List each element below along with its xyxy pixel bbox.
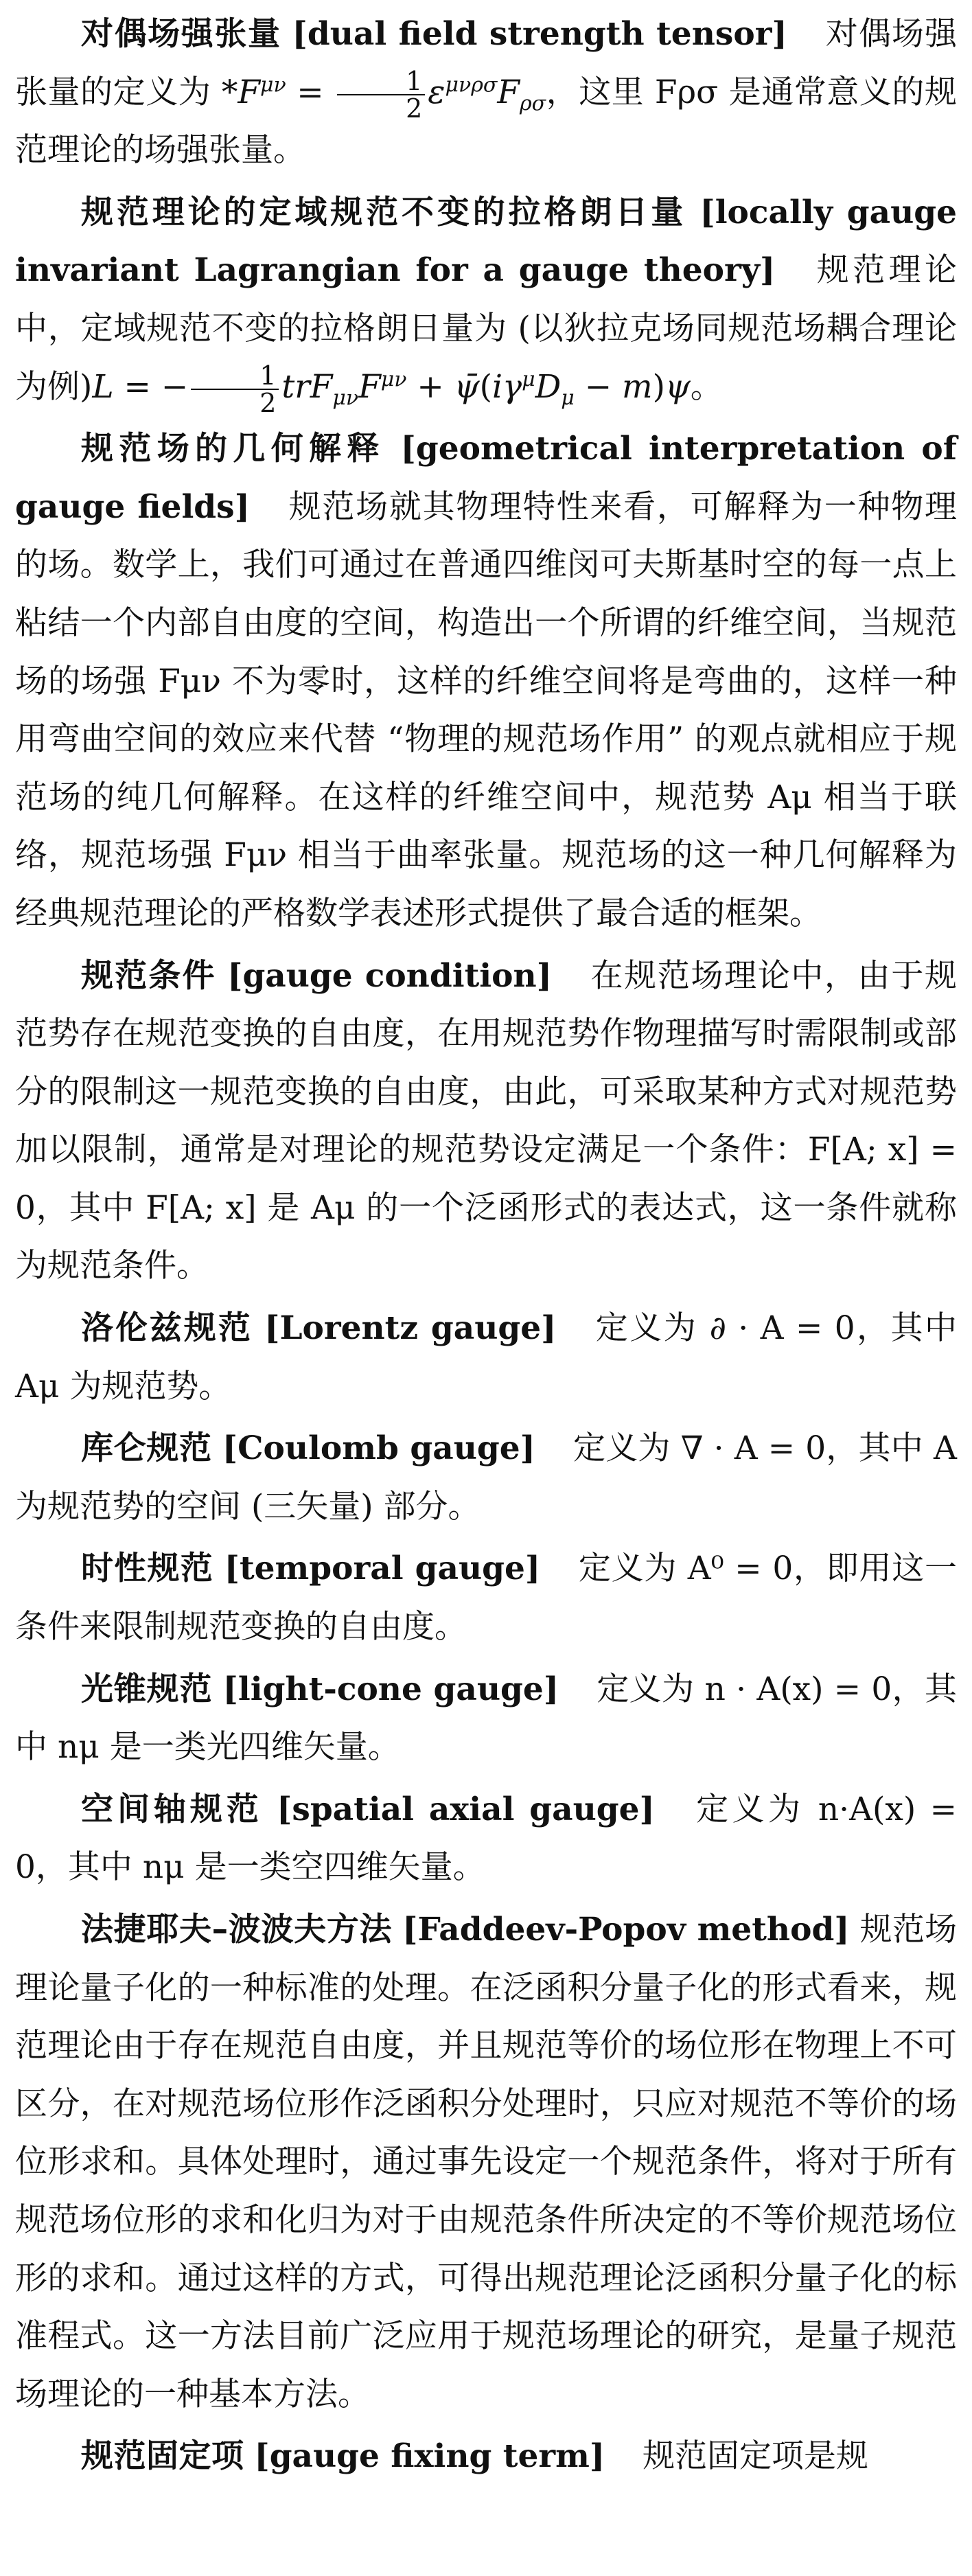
entry-english-term: [Lorentz gauge] <box>264 1309 557 1348</box>
entry-faddeev-popov-method <box>15 1901 957 2424</box>
entry-english-term: [locally gauge invariant Lagrangian for a gauge theory] <box>15 193 958 290</box>
entry-body: 规范固定项是规 <box>643 2437 869 2476</box>
entry-paragraph <box>15 947 957 1296</box>
entry-coulomb-gauge <box>15 1420 957 1536</box>
entry-body: 定义为 n · A(x) = 0，其中 nμ 是一类光四维矢量。 <box>15 1670 957 1767</box>
entry-term: 光锥规范 <box>81 1670 213 1708</box>
entry-paragraph <box>15 1781 957 1897</box>
entry-term: 法捷耶夫–波波夫方法 <box>81 1911 393 1948</box>
entry-english-term: [gauge fixing term] <box>254 2437 605 2476</box>
entry-body: 定义为 ∂ · A = 0，其中 Aμ 为规范势。 <box>15 1309 957 1405</box>
entry-paragraph <box>15 1661 957 1777</box>
entry-english-term: [Coulomb gauge] <box>222 1429 535 1468</box>
entry-body-post: 。 <box>690 367 723 406</box>
entry-paragraph <box>15 1901 957 2424</box>
entry-paragraph <box>15 184 957 416</box>
entry-spatial-axial-gauge <box>15 1781 957 1897</box>
entry-body-post: ，这里 Fρσ 是通常意义的规范理论的场强张量。 <box>15 73 957 170</box>
entry-body-pre: 规范理论中，定域规范不变的拉格朗日量为 (以狄拉克场同规范场耦合理论为例) <box>15 251 957 406</box>
entry-paragraph <box>15 1540 957 1656</box>
entry-gauge-invariant-lagrangian <box>15 184 957 416</box>
entry-paragraph <box>15 2428 957 2486</box>
entry-body: 规范场就其物理特性来看，可解释为一种物理的场。数学上，我们可通过在普通四维闵可夫斯基时空的每一点上粘结一个内部自由度的空间，构造出一个所谓的纤维空间，当规范场的场强 Fμν 不为零时，这样的纤维空间将是弯曲的，这样一种用弯曲空间的效应来代替 “物理的规范场作用” 的观点就相应于规范场的纯几何解释。在这样的纤维空间中，规范势 Aμ 相当于联络，规范场强 Fμν 相当于曲率张量。规范场的这一种几何解释为经典规范理论的严格数学表述形式提供了最合适的框架。 <box>15 487 957 932</box>
formula-lagrangian: L = − $\frac{1}{2}$ $trF_{\mu\nu}F^{\mu\nu}$ + $\psī(i\gamma^\mu D_\mu - m)\psi$ <box>92 360 691 418</box>
entry-english-term: [spatial axial gauge] <box>277 1790 655 1828</box>
entry-lorentz-gauge <box>15 1300 957 1416</box>
entry-gauge-fixing-term <box>15 2428 957 2486</box>
entry-english-term: [Faddeev-Popov method] <box>402 1911 850 1948</box>
entry-term: 洛伦兹规范 <box>81 1309 253 1348</box>
entry-term: 规范理论的定域规范不变的拉格朗日量 <box>81 193 687 231</box>
entry-english-term: [temporal gauge] <box>224 1550 541 1588</box>
entry-body: 规范场理论量子化的一种标准的处理。在泛函积分量子化的形式看来，规范理论由于存在规范自由度，并且规范等价的场位形在物理上不可区分，在对规范场位形作泛函积分处理时，只应对规范不等价的场位形求和。具体处理时，通过事先设定一个规范条件，将对于所有规范场位形的求和化归为对于由规范条件所决定的不等价规范场位形的求和。通过这样的方式，可得出规范理论泛函积分量子化的标准程式。这一方法目前广泛应用于规范场理论的研究，是量子规范场理论的一种基本方法。 <box>15 1911 957 2413</box>
entry-gauge-condition <box>15 947 957 1296</box>
entry-term: 时性规范 <box>81 1550 213 1588</box>
entry-body-pre: 对偶场强张量的定义为 <box>15 15 958 111</box>
entry-body: 定义为 n·A(x) = 0，其中 nμ 是一类空四维矢量。 <box>15 1790 957 1887</box>
entry-temporal-gauge <box>15 1540 957 1656</box>
entry-english-term: [gauge condition] <box>227 956 552 995</box>
entry-english-term: [geometrical interpretation of gauge fields] <box>15 430 957 526</box>
entry-term: 规范固定项 <box>81 2437 244 2476</box>
entry-paragraph <box>15 1420 957 1536</box>
entry-body: 定义为 ∇ · A = 0，其中 A 为规范势的空间 (三矢量) 部分。 <box>15 1429 957 1526</box>
entry-light-cone-gauge <box>15 1661 957 1777</box>
entry-body: 定义为 A⁰ = 0，即用这一条件来限制规范变换的自由度。 <box>15 1550 958 1646</box>
entry-paragraph <box>15 1300 957 1416</box>
entry-term: 规范条件 <box>81 956 216 995</box>
entry-geometrical-interpretation <box>15 420 957 943</box>
entry-english-term: [light-cone gauge] <box>222 1670 559 1708</box>
formula-dual-tensor: $*F^{\mu\nu}$ = $\frac{1}{2}$ $\varepsilon^{\mu\nu\rho\sigma}F_{\rho\sigma}$ <box>221 65 546 124</box>
entry-term: 库仑规范 <box>81 1429 212 1468</box>
entry-term: 规范场的几何解释 <box>81 430 385 468</box>
entry-dual-field-strength-tensor <box>15 5 957 180</box>
entry-english-term: [dual field strength tensor] <box>292 15 787 53</box>
entry-term: 对偶场强张量 <box>81 15 281 53</box>
entry-body: 在规范场理论中，由于规范势存在规范变换的自由度，在用规范势作物理描写时需限制或部分的限制这一规范变换的自由度，由此，可采取某种方式对规范势加以限制，通常是对理论的规范势设定满足一个条件：F[A; x] = 0，其中 F[A; x] 是 Aμ 的一个泛函形式的表达式，这一条件就称为规范条件。 <box>15 956 957 1285</box>
entry-term: 空间轴规范 <box>81 1790 263 1828</box>
entry-paragraph <box>15 420 957 943</box>
entry-paragraph <box>15 5 957 180</box>
